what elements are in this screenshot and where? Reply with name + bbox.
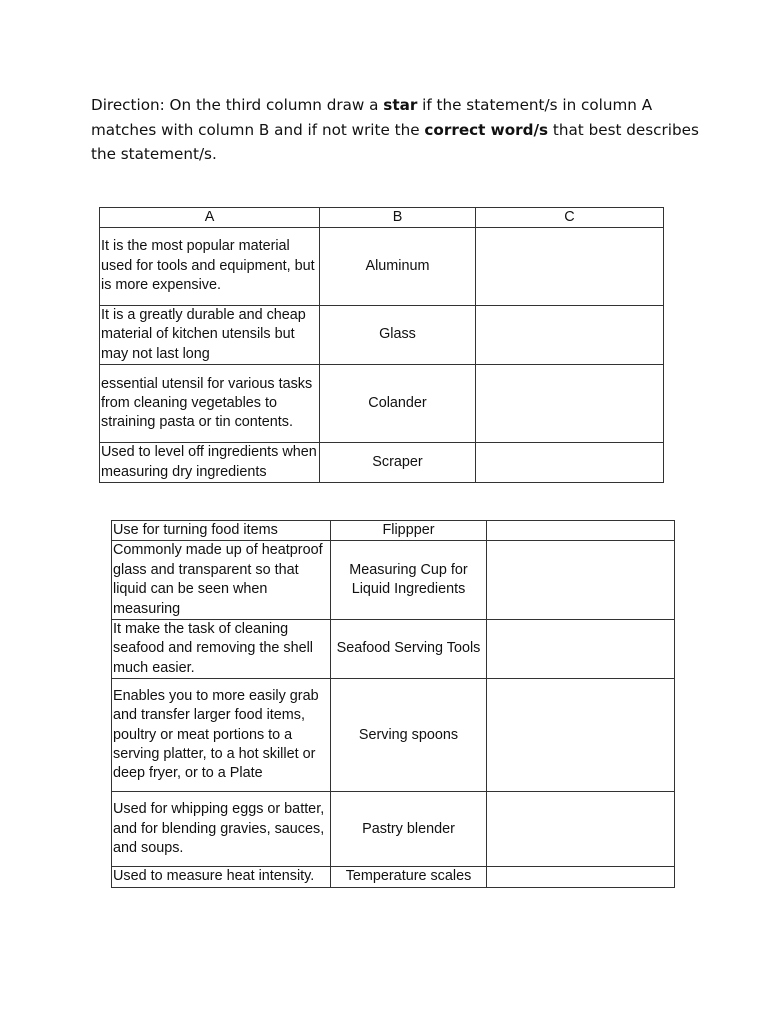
header-a: A: [100, 208, 320, 228]
direction-text: [91, 93, 701, 167]
table-row: [100, 443, 664, 483]
answer-cell[interactable]: [487, 792, 675, 867]
statement-cell: Use for turning food items: [112, 521, 331, 541]
answer-cell[interactable]: [487, 521, 675, 541]
term-cell: Temperature scales: [331, 867, 487, 887]
table-row: [112, 521, 675, 541]
term-cell: Pastry blender: [331, 792, 487, 867]
direction-part-3: that best describes the statement/s.: [91, 120, 699, 163]
statement-cell: Enables you to more easily grab and transfer larger food items, poultry or meat portions to a serving platter, to a hot skillet or deep fryer, or to a Plate: [112, 679, 331, 792]
term-cell: Serving spoons: [331, 679, 487, 792]
statement-cell: Commonly made up of heatproof glass and transparent so that liquid can be seen when measuring: [112, 541, 331, 620]
table-header-row: [100, 208, 664, 228]
term-cell: Flippper: [331, 521, 487, 541]
table-row: [112, 620, 675, 679]
statement-cell: Used for whipping eggs or batter, and for blending gravies, sauces, and soups.: [112, 792, 331, 867]
matching-table-2: [111, 520, 675, 888]
answer-cell[interactable]: [476, 365, 664, 443]
table-row: [100, 365, 664, 443]
answer-cell[interactable]: [487, 541, 675, 620]
answer-cell[interactable]: [487, 867, 675, 887]
table-row: [112, 792, 675, 867]
term-cell: Seafood Serving Tools: [331, 620, 487, 679]
table-row: [100, 306, 664, 365]
answer-cell[interactable]: [487, 620, 675, 679]
answer-cell[interactable]: [476, 443, 664, 483]
table-row: [112, 541, 675, 620]
statement-cell: It is a greatly durable and cheap material of kitchen utensils but may not last long: [100, 306, 320, 365]
direction-part-1: Direction: On the third column draw a: [91, 96, 384, 114]
answer-cell[interactable]: [476, 228, 664, 306]
direction-bold-star: star: [383, 96, 418, 114]
term-cell: Colander: [320, 365, 476, 443]
term-cell: Scraper: [320, 443, 476, 483]
table-row: [112, 679, 675, 792]
direction-part-2: if the statement/s in column A matches with column B and if not write the: [91, 96, 653, 139]
statement-cell: It is the most popular material used for tools and equipment, but is more expensive.: [100, 228, 320, 306]
statement-cell: Used to level off ingredients when measuring dry ingredients: [100, 443, 320, 483]
answer-cell[interactable]: [487, 679, 675, 792]
table-row: [112, 867, 675, 887]
statement-cell: essential utensil for various tasks from cleaning vegetables to straining pasta or tin contents.: [100, 365, 320, 443]
answer-cell[interactable]: [476, 306, 664, 365]
header-b: B: [320, 208, 476, 228]
term-cell: Glass: [320, 306, 476, 365]
term-cell: Measuring Cup for Liquid Ingredients: [331, 541, 487, 620]
statement-cell: Used to measure heat intensity.: [112, 867, 331, 887]
direction-bold-correct-words: correct word/s: [424, 120, 549, 139]
term-cell: Aluminum: [320, 228, 476, 306]
header-c: C: [476, 208, 664, 228]
statement-cell: It make the task of cleaning seafood and removing the shell much easier.: [112, 620, 331, 679]
table-row: [100, 228, 664, 306]
matching-table-1: [99, 207, 664, 483]
